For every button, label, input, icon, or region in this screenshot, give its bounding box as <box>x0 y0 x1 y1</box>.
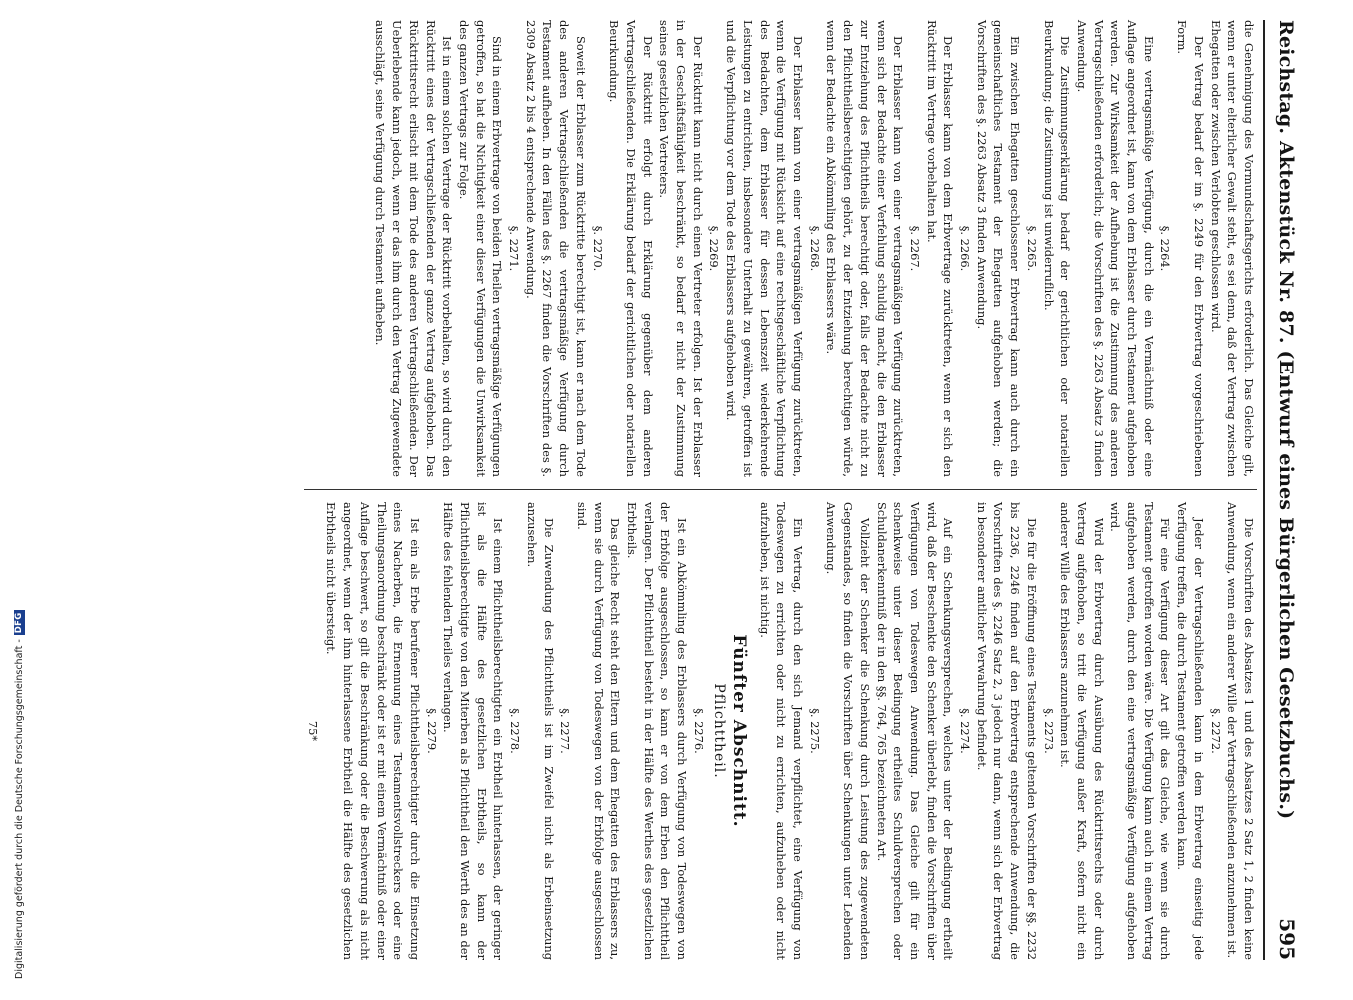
paragraph: Der Rücktritt kann nicht durch einen Vertreter erfolgen. Ist der Erblasser in der Geschäftsfähigkeit beschränkt, so bedarf er nicht der Zustimmung seines gesetzlichen Vertreters. <box>657 20 705 477</box>
section-heading: §. 2266. <box>958 225 973 272</box>
section-heading: §. 2270. <box>590 225 605 272</box>
paragraph: Der Erblasser kann von einer vertragsmäßigen Verfügung zurücktreten, wenn sich der Bedachte einer Verfehlung schuldig macht, die den Erblasser zur Entziehung des Pflichttheils berechtigt oder, falls der Bedachte nicht zu den Pflichttheilsberechtigten gehört, zu der Entziehung berechtigen würde, wenn der Bedachte ein Abkömmling des Erblassers wäre. <box>824 20 906 477</box>
watermark-text: Digitalisierung gefördert durch die Deutsche Forschungsgemeinschaft - <box>14 639 25 979</box>
chapter-subtitle: Pflichttheil. <box>710 683 727 779</box>
section <box>923 20 973 477</box>
text-columns <box>304 20 1257 960</box>
section <box>522 20 606 477</box>
section <box>1173 20 1257 477</box>
paragraph: Die Zuwendung des Pflichttheils ist im Zweifel nicht als Erbeinsetzung anzusehen. <box>524 502 556 960</box>
paragraph: Die Vorschriften des Absatzes 1 und des Absatzes 2 Satz 1, 2 finden keine Anwendung, wenn ein anderer Wille der Vertragschließenden anzunehmen ist. <box>1225 502 1256 960</box>
section-heading: §. 2278. <box>508 708 523 754</box>
paragraph: Der Rücktritt erfolgt durch Erklärung gegenüber dem anderen Vertragschließenden. Die Erklärung bedarf der gerichtlichen oder notariellen Beurkundung. <box>607 20 655 477</box>
paragraph: Ist ein als Erbe berufener Pflichttheilsberechtigter durch die Einsetzung eines Nacherben, die Ernennung eines Testamentsvollstreckers oder eine Theilungsanordnung beschränkt oder ist er mit einem Vermächtniß oder einer Auflage beschwert, so gilt die Beschränkung oder die Beschwerung als nicht angeordnet, wenn der ihm hinterlassene Erbtheil die Hälfte des gesetzlichen Erbtheils nicht übersteigt. <box>324 502 422 960</box>
section-heading: §. 2272. <box>1208 708 1223 754</box>
paragraph: Ist einem Pflichttheilsberechtigten ein Erbtheil hinterlassen, der geringer ist als die Hälfte des gesetzlichen Erbtheils, so kann der Pflichttheilsberechtigte von den Miterben als Pflichttheil den Werth des an der Hälfte des fehlenden Theiles verlangen. <box>441 502 506 960</box>
paragraph: Das gleiche Recht steht den Eltern und dem Ehegatten des Erblassers zu, wenn sie durch Verfügung von Todeswegen von der Erbfolge ausgeschlossen sind. <box>574 502 623 960</box>
section <box>973 20 1040 477</box>
signature-mark: 75* <box>305 720 320 742</box>
chapter-title: Fünfter Abschnitt. <box>728 634 749 828</box>
paragraph: Für eine Verfügung dieser Art gilt das Gleiche, wie wenn sie durch Testament getroffen worden wäre. Die Verfügung kann auch in einem Vertrag aufgehoben werden, durch den eine vertragsmäßige Verfügung aufgehoben wird. <box>1108 502 1173 960</box>
paragraph: Ein Vertrag, durch den sich Jemand verpflichtet, eine Verfügung von Todeswegen zu errichten oder nicht zu errichten, aufzuheben oder nicht aufzuheben, ist nichtig. <box>757 502 806 960</box>
paragraph: Eine vertragsmäßige Verfügung, durch die ein Vermächtniß oder eine Auflage angeordnet ist, kann von dem Erblasser durch Testament aufgehoben werden. Zur Wirksamkeit der Aufhebung ist die Zustimmung des anderen Vertragschließenden erforderlich; die Vorschriften des §. 2263 Absatz 3 finden Anwendung. <box>1074 20 1156 477</box>
section <box>606 20 723 477</box>
paragraph: Ein zwischen Ehegatten geschlossener Erbvertrag kann auch durch ein gemeinschaftliches Testament der Ehegatten aufgehoben werden; die Vorschriften des §. 2263 Absatz 3 finden Anwendung. <box>974 20 1023 477</box>
section <box>372 20 522 477</box>
section <box>823 20 923 477</box>
section <box>523 502 573 960</box>
section-heading: §. 2279. <box>424 708 439 754</box>
paragraph: Auf ein Schenkungsversprechen, welches unter der Bedingung ertheilt wird, daß der Beschenkte den Schenker überlebt, finden die Vorschriften über Verfügungen von Todeswegen Anwendung. Das Gleiche gilt für ein schenkweise unter dieser Bedingung ertheiltes Schuldversprechen oder Schuldanerkenntniß der in den §§. 764, 765 bezeichneten Art. <box>874 502 956 960</box>
section <box>1224 502 1257 960</box>
section-heading: §. 2265. <box>1024 225 1039 272</box>
section <box>823 502 973 960</box>
section-heading: §. 2276. <box>691 708 706 754</box>
paragraph: Ist in einem solchen Vertrage der Rücktritt vorbehalten, so wird durch den Rücktritt eines der Vertragschließenden der ganze Vertrag aufgehoben. Das Rücktrittsrecht erlischt mit dem Tode des anderen Vertragschließenden. Der Ueberlebende kann jedoch, wenn er das ihm durch den Vertrag Zugewendete ausschlägt, seine Verfügung durch Testament aufheben. <box>373 20 455 477</box>
section-heading: §. 2277. <box>558 708 573 754</box>
paragraph: Soweit der Erblasser zum Rücktritte berechtigt ist, kann er nach dem Tode des anderen Vertragschließenden die vertragsmäßige Verfügung durch Testament aufheben. In den Fällen des §. 2267 finden die Vorschriften des §. 2309 Absatz 2 bis 4 entsprechende Anwendung. <box>523 20 588 477</box>
dfg-logo: DFG <box>14 612 24 634</box>
dfg-watermark <box>14 611 25 980</box>
section <box>323 502 440 960</box>
section <box>1057 502 1224 960</box>
section-heading: §. 2273. <box>1041 708 1056 754</box>
paragraph: Die Zustimmungserklärung bedarf der gerichtlichen oder notariellen Beurkundung; die Zustimmung ist unwiderruflich. <box>1041 20 1073 477</box>
paragraph: Jeder der Vertragschließenden kann in dem Erbvertrag einseitig jede Verfügung treffen, die durch Testament getroffen werden kann. <box>1175 502 1206 960</box>
right-column <box>304 490 1257 960</box>
page-header <box>1263 20 1299 960</box>
section <box>756 502 823 960</box>
section-heading: §. 2267. <box>907 225 922 272</box>
section-heading: §. 2274. <box>958 708 973 754</box>
section <box>440 502 524 960</box>
paragraph: Wird der Erbvertrag durch Ausübung des Rücktrittsrechts oder durch Vertrag aufgehoben, so tritt die Verfügung außer Kraft, sofern nicht ein anderer Wille des Erblassers anzunehmen ist. <box>1058 502 1106 960</box>
left-column <box>304 20 1257 490</box>
section <box>723 20 823 477</box>
section-heading: §. 2269. <box>707 225 722 272</box>
section <box>1040 20 1174 477</box>
paragraph: Der Erblasser kann von einer vertragsmäßigen Verfügung zurücktreten, wenn die Verfügung mit Rücksicht auf eine rechtsgeschäftliche Verpflichtung des Bedachten, dem Erblasser für dessen Lebenszeit wiederkehrende Leistungen zu entrichten, insbesondere Unterhalt zu gewähren, getroffen ist und die Verpflichtung vor dem Tode des Erblassers aufgehoben wird. <box>724 20 806 477</box>
paragraph: die Genehmigung des Vormundschaftsgerichts erforderlich. Das Gleiche gilt, wenn er unter elterlicher Gewalt steht, es sei denn, daß der Vertrag zwischen Ehegatten oder zwischen Verlobten geschlossen wird. <box>1208 20 1256 477</box>
paragraph: Der Erblasser kann von dem Erbvertrage zurücktreten, wenn er sich den Rücktritt im Vertrage vorbehalten hat. <box>924 20 956 477</box>
document-page <box>100 10 1305 970</box>
section-heading: §. 2275. <box>807 708 822 754</box>
paragraph: Sind in einem Erbvertrage von beiden Theilen vertragsmäßige Verfügungen getroffen, so hat die Nichtigkeit einer dieser Verfügungen die Unwirksamkeit des ganzen Vertrags zur Folge. <box>456 20 505 477</box>
section-heading: §. 2268. <box>807 225 822 272</box>
page-number: 595 <box>1275 918 1299 960</box>
header-title: Reichstag. Aktenstück Nr. 87. (Entwurf eines Bürgerlichen Gesetzbuchs.) <box>1275 20 1297 820</box>
section <box>573 502 750 960</box>
section-heading: §. 2264. <box>1158 225 1173 272</box>
section-heading: §. 2271. <box>507 225 522 272</box>
paragraph: Der Vertrag bedarf der im §. 2249 für den Erbvertrag vorgeschriebenen Form. <box>1175 20 1206 477</box>
paragraph: Die für die Eröffnung eines Testaments geltenden Vorschriften der §§. 2232 bis 2236, 2246 finden auf den Erbvertrag entsprechende Anwendung, die Vorschriften des §. 2246 Satz 2, 3 jedoch nur dann, wenn sich der Erbvertrag in besonderer amtlicher Verwahrung befindet. <box>974 502 1039 960</box>
paragraph: Ist ein Abkömmling des Erblassers durch Verfügung von Todeswegen von der Erbfolge ausgeschlossen, so kann er von dem Erben den Pflichttheil verlangen. Der Pflichttheil besteht in der Hälfte des Werthes des gesetzlichen Erbtheils. <box>625 502 690 960</box>
paragraph: Vollzieht der Schenker die Schenkung durch Leistung des zugewendeten Gegenstandes, so finden die Vorschriften über Schenkungen unter Lebenden Anwendung. <box>824 502 872 960</box>
section <box>973 502 1057 960</box>
